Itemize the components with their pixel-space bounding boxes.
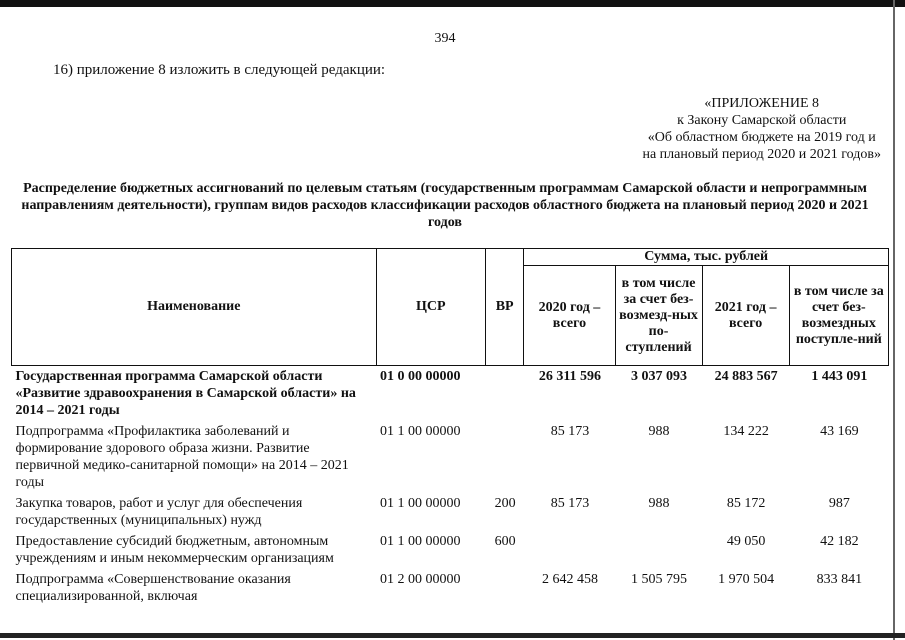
row-csr: 01 1 00 00000 bbox=[380, 534, 461, 549]
row-2020-grants: 1 505 795 bbox=[631, 572, 688, 587]
row-2020-grants bbox=[615, 531, 702, 569]
header-name: Наименование bbox=[12, 249, 377, 366]
row-2020-grants: 3 037 093 bbox=[631, 369, 688, 384]
row-2020-grants: 988 bbox=[648, 424, 670, 439]
intro-text: 16) приложение 8 изложить в следующей редакции: bbox=[53, 62, 386, 78]
scan-right-edge bbox=[893, 0, 895, 640]
row-name: Подпрограмма «Совершенствование оказания специализированной, включая bbox=[15, 572, 291, 604]
header-2020-total: 2020 год – всего bbox=[524, 266, 615, 366]
header-2020-grants: в том числе за счет без-возмезд-ных по-ступлений bbox=[615, 266, 702, 366]
annex-reference bbox=[642, 95, 881, 163]
row-2020-total: 26 311 596 bbox=[538, 369, 602, 384]
row-csr: 01 0 00 00000 bbox=[380, 369, 461, 384]
row-vr: 200 bbox=[494, 496, 516, 511]
row-2020-grants: 988 bbox=[648, 496, 670, 511]
row-csr: 01 2 00 00000 bbox=[380, 572, 461, 587]
scan-top-border bbox=[0, 0, 905, 7]
row-2020-total: 2 642 458 bbox=[541, 572, 598, 587]
table-row bbox=[12, 421, 889, 493]
row-2021-total: 85 172 bbox=[726, 496, 766, 511]
header-vr: ВР bbox=[485, 249, 523, 366]
row-vr bbox=[485, 569, 523, 607]
row-name: Закупка товаров, работ и услуг для обеспечения государственных (муниципальных) нужд bbox=[15, 496, 303, 528]
annex-line: «Об областном бюджете на 2019 год и bbox=[647, 130, 876, 145]
row-2021-grants: 43 169 bbox=[820, 424, 859, 439]
row-2021-grants: 987 bbox=[828, 496, 850, 511]
document-heading: Распределение бюджетных ассигнований по целевым статьям (государственным программам Самарской области и непрограммным направлениям деятельности), группам видов расходов классификации расходов областного бюджета на плановый период 2020 и 2021 годов bbox=[21, 181, 869, 230]
row-vr bbox=[485, 421, 523, 493]
row-2020-total bbox=[524, 531, 615, 569]
table-row bbox=[12, 569, 889, 607]
row-csr: 01 1 00 00000 bbox=[380, 424, 461, 439]
annex-line: «ПРИЛОЖЕНИЕ 8 bbox=[704, 96, 820, 111]
row-2021-total: 49 050 bbox=[726, 534, 766, 549]
table-row bbox=[12, 366, 889, 422]
row-vr bbox=[485, 366, 523, 422]
header-csr: ЦСР bbox=[376, 249, 485, 366]
row-2021-grants: 1 443 091 bbox=[811, 369, 868, 384]
row-vr: 600 bbox=[494, 534, 516, 549]
header-2021-total: 2021 год – всего bbox=[702, 266, 789, 366]
scan-bottom-border bbox=[0, 633, 905, 638]
row-2021-grants: 42 182 bbox=[820, 534, 859, 549]
row-csr: 01 1 00 00000 bbox=[380, 496, 461, 511]
budget-table bbox=[11, 248, 889, 607]
row-2020-total: 85 173 bbox=[550, 424, 590, 439]
page-number: 394 bbox=[434, 31, 456, 46]
header-sum-group: Сумма, тыс. рублей bbox=[524, 249, 889, 266]
row-2020-total: 85 173 bbox=[550, 496, 590, 511]
annex-line: на плановый период 2020 и 2021 годов» bbox=[642, 147, 881, 162]
row-2021-total: 24 883 567 bbox=[714, 369, 778, 384]
row-2021-total: 1 970 504 bbox=[718, 572, 775, 587]
row-2021-grants: 833 841 bbox=[816, 572, 863, 587]
row-name: Предоставление субсидий бюджетным, автономным учреждениям и иным некоммерческим организациям bbox=[15, 534, 334, 566]
row-name: Подпрограмма «Профилактика заболеваний и формирование здорового образа жизни. Развитие первичной медико-санитарной помощи» на 2014 – 2021 годы bbox=[15, 424, 349, 490]
table-row bbox=[12, 493, 889, 531]
annex-line: к Закону Самарской области bbox=[677, 113, 847, 128]
row-name: Государственная программа Самарской области «Развитие здравоохранения в Самарской области» на 2014 – 2021 годы bbox=[15, 369, 356, 418]
table-row bbox=[12, 531, 889, 569]
row-2021-total: 134 222 bbox=[723, 424, 769, 439]
header-2021-grants: в том числе за счет без-возмездных поступле-ний bbox=[789, 266, 888, 366]
